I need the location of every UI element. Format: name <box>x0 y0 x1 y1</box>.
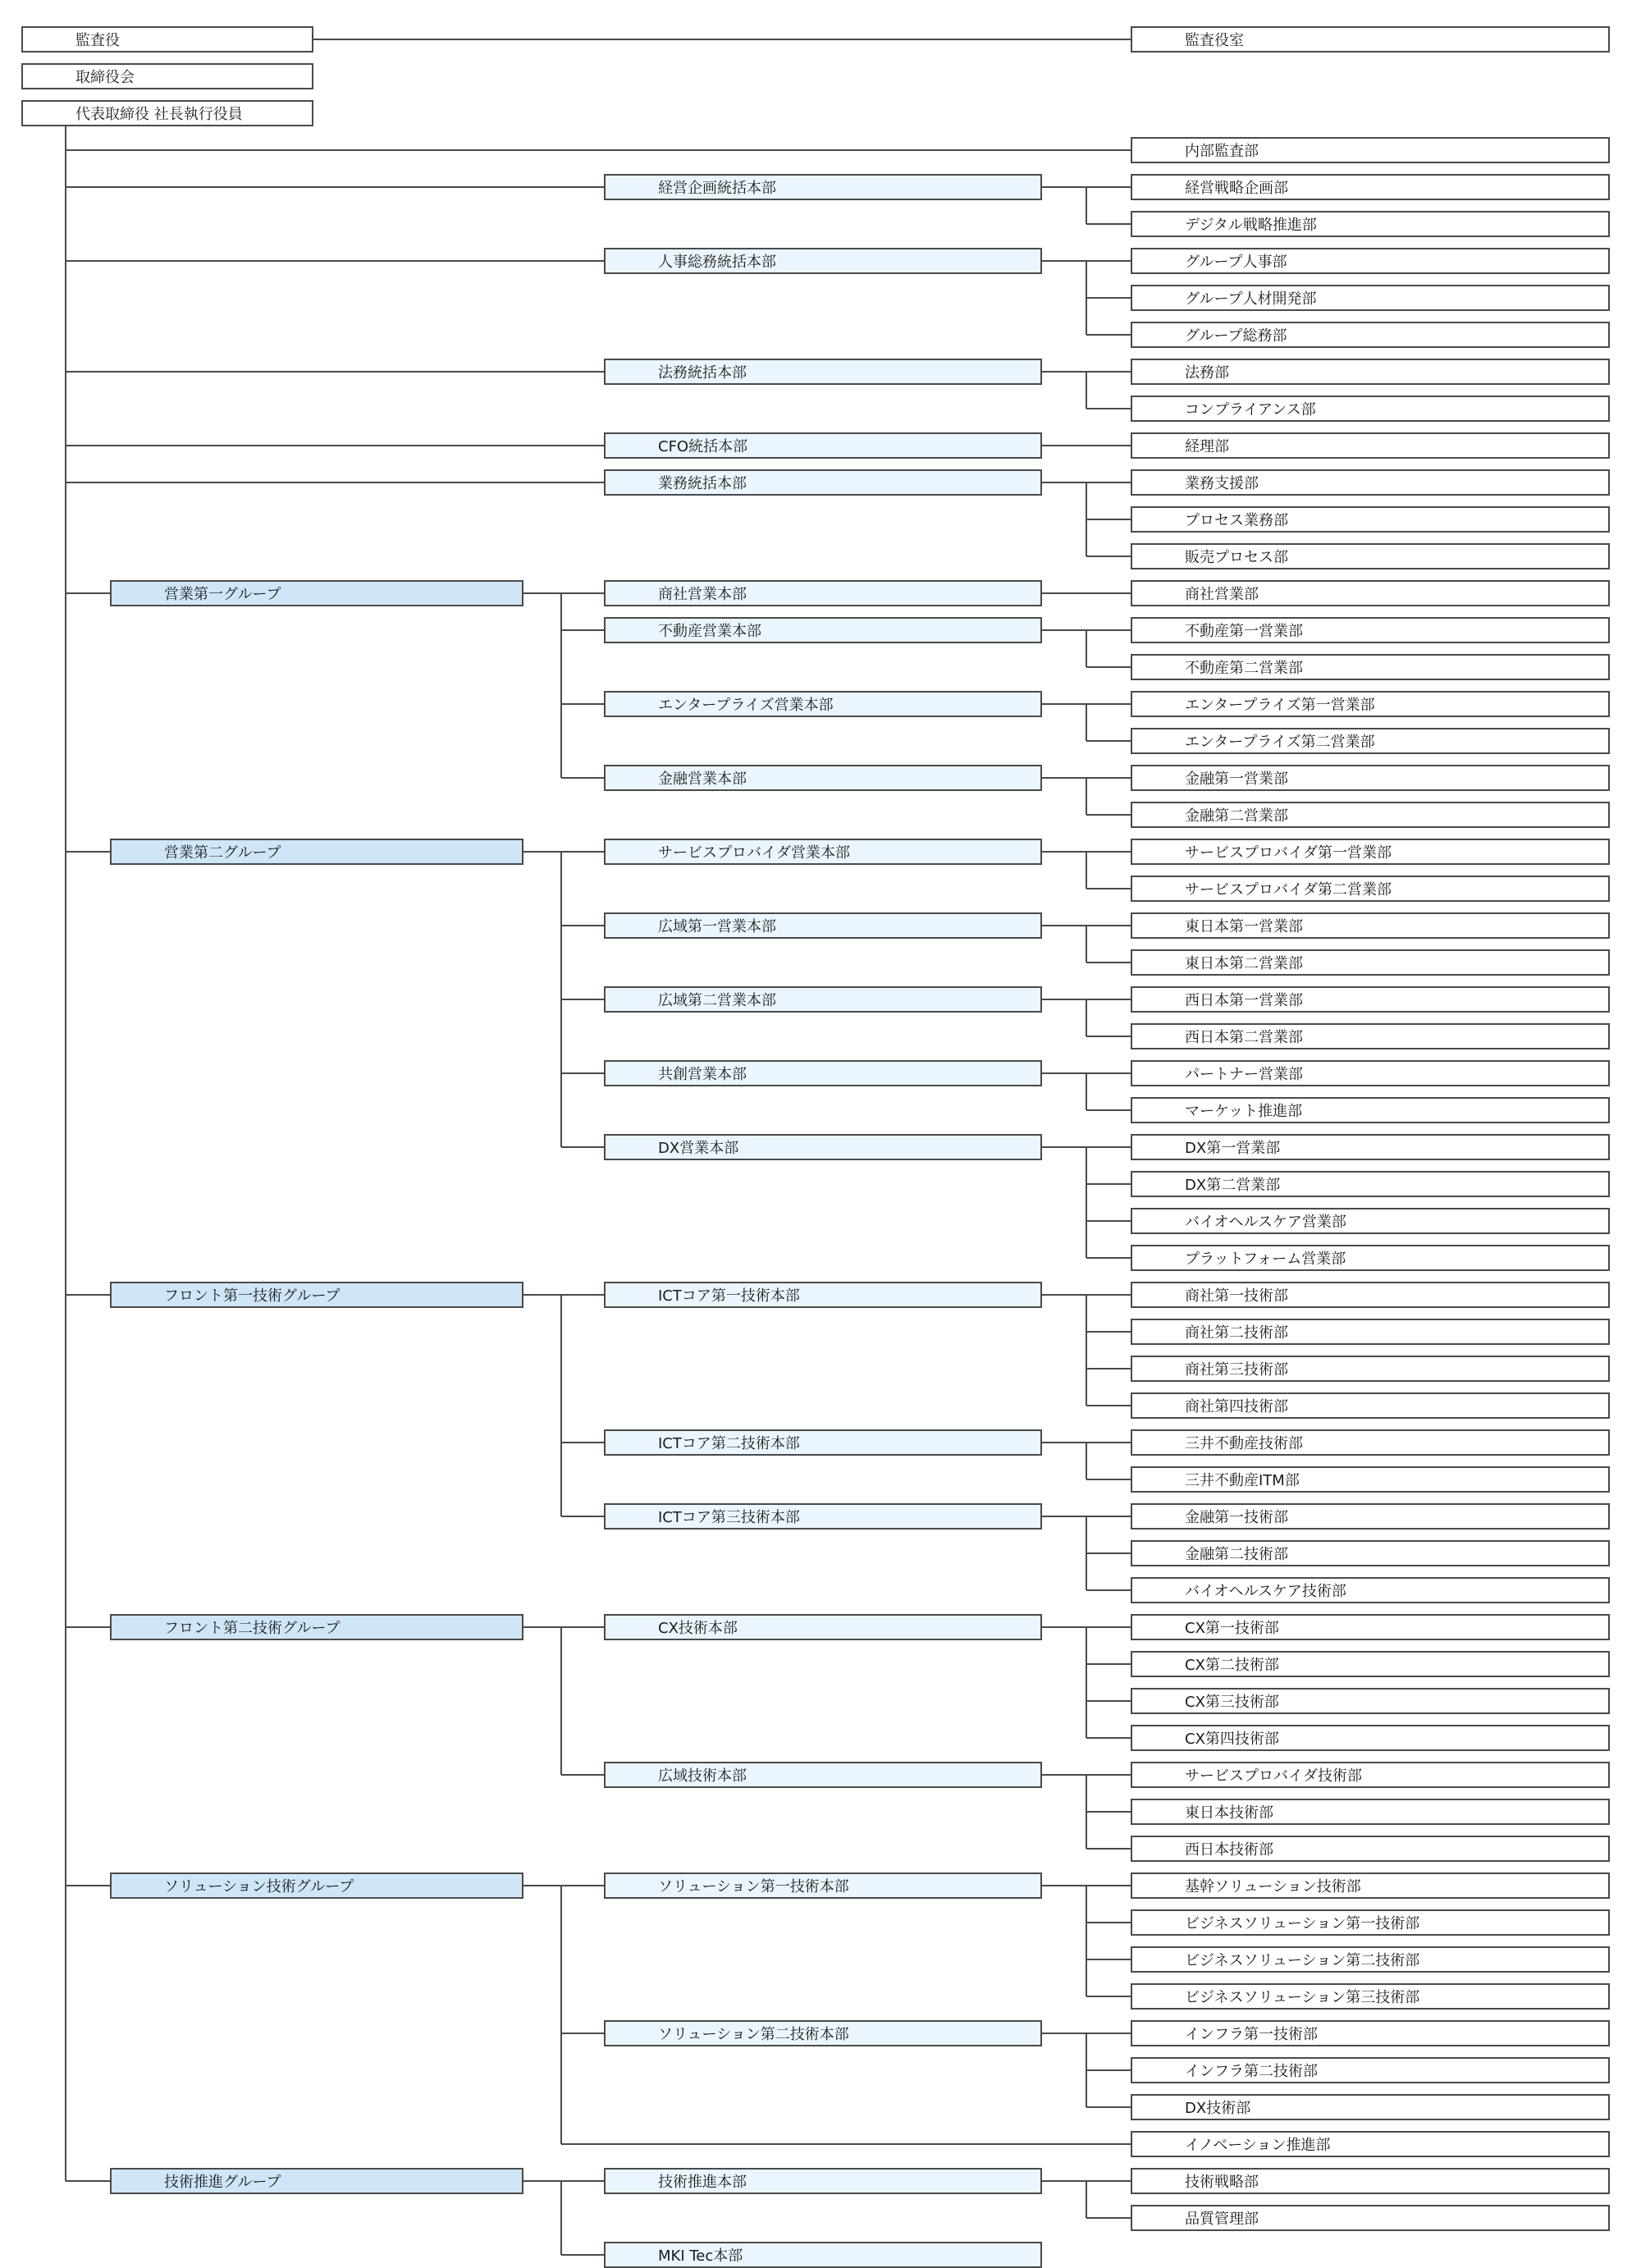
department-box: エンタープライズ第一営業部 <box>1131 691 1610 717</box>
department-box: 経理部 <box>1131 432 1610 459</box>
department-box: 商社第三技術部 <box>1131 1356 1610 1382</box>
department-box: 金融第一技術部 <box>1131 1503 1610 1530</box>
department-box: 西日本技術部 <box>1131 1836 1610 1862</box>
department-box: インフラ第一技術部 <box>1131 2020 1610 2046</box>
department-box: 金融第二営業部 <box>1131 802 1610 828</box>
department-box: 商社営業部 <box>1131 580 1610 606</box>
headquarters-box: 技術推進本部 <box>604 2168 1042 2194</box>
headquarters-box: 不動産営業本部 <box>604 617 1042 643</box>
department-box: 西日本第一営業部 <box>1131 986 1610 1013</box>
department-box: CX第二技術部 <box>1131 1651 1610 1677</box>
internal-audit-box: 内部監査部 <box>1131 137 1610 163</box>
headquarters-box: 経営企画統括本部 <box>604 174 1042 200</box>
headquarters-box: DX営業本部 <box>604 1134 1042 1160</box>
department-box: 西日本第二営業部 <box>1131 1023 1610 1049</box>
group-box: 営業第一グループ <box>110 580 523 606</box>
department-box: サービスプロバイダ技術部 <box>1131 1762 1610 1788</box>
department-box: 三井不動産技術部 <box>1131 1429 1610 1456</box>
department-box: CX第三技術部 <box>1131 1688 1610 1714</box>
department-box: 商社第二技術部 <box>1131 1319 1610 1345</box>
headquarters-box: 広域第一営業本部 <box>604 912 1042 939</box>
department-box: 金融第一営業部 <box>1131 765 1610 791</box>
department-box: 商社第一技術部 <box>1131 1282 1610 1308</box>
department-box: ビジネスソリューション第一技術部 <box>1131 1909 1610 1936</box>
department-box: プラットフォーム営業部 <box>1131 1245 1610 1271</box>
headquarters-box: 人事総務統括本部 <box>604 248 1042 274</box>
department-box: インフラ第二技術部 <box>1131 2057 1610 2083</box>
headquarters-box: CX技術本部 <box>604 1614 1042 1640</box>
department-box: 販売プロセス部 <box>1131 543 1610 569</box>
headquarters-box: 広域技術本部 <box>604 1762 1042 1788</box>
department-box: 金融第二技術部 <box>1131 1540 1610 1566</box>
auditor-box: 監査役 <box>21 26 313 53</box>
department-box: 東日本技術部 <box>1131 1799 1610 1825</box>
headquarters-box: ソリューション第一技術本部 <box>604 1872 1042 1899</box>
headquarters-box: ソリューション第二技術本部 <box>604 2020 1042 2046</box>
department-box: 不動産第一営業部 <box>1131 617 1610 643</box>
department-box: プロセス業務部 <box>1131 506 1610 533</box>
headquarters-box: MKI Tec本部 <box>604 2242 1042 2268</box>
department-box: エンタープライズ第二営業部 <box>1131 728 1610 754</box>
department-box: 経営戦略企画部 <box>1131 174 1610 200</box>
headquarters-box: CFO統括本部 <box>604 432 1042 459</box>
department-box: バイオヘルスケア技術部 <box>1131 1577 1610 1603</box>
auditor-office-box: 監査役室 <box>1131 26 1610 53</box>
department-box: DX技術部 <box>1131 2094 1610 2120</box>
group-box: フロント第二技術グループ <box>110 1614 523 1640</box>
department-box: 技術戦略部 <box>1131 2168 1610 2194</box>
department-box: CX第一技術部 <box>1131 1614 1610 1640</box>
department-box: デジタル戦略推進部 <box>1131 211 1610 237</box>
headquarters-box: 商社営業本部 <box>604 580 1042 606</box>
department-box: 業務支援部 <box>1131 469 1610 496</box>
department-box: CX第四技術部 <box>1131 1725 1610 1751</box>
group-box: フロント第一技術グループ <box>110 1282 523 1308</box>
headquarters-box: 共創営業本部 <box>604 1060 1042 1086</box>
department-box: コンプライアンス部 <box>1131 396 1610 422</box>
department-box: 基幹ソリューション技術部 <box>1131 1872 1610 1899</box>
group-box: ソリューション技術グループ <box>110 1872 523 1899</box>
department-box: 品質管理部 <box>1131 2205 1610 2231</box>
department-box: ビジネスソリューション第二技術部 <box>1131 1946 1610 1973</box>
department-box: ビジネスソリューション第三技術部 <box>1131 1983 1610 2010</box>
department-box: 法務部 <box>1131 359 1610 385</box>
group-box: 営業第二グループ <box>110 839 523 865</box>
department-box: バイオヘルスケア営業部 <box>1131 1208 1610 1234</box>
president-box: 代表取締役 社長執行役員 <box>21 100 313 126</box>
headquarters-box: ICTコア第一技術本部 <box>604 1282 1042 1308</box>
department-box: 三井不動産ITM部 <box>1131 1466 1610 1493</box>
department-box: グループ人事部 <box>1131 248 1610 274</box>
department-box: 商社第四技術部 <box>1131 1392 1610 1419</box>
department-box: パートナー営業部 <box>1131 1060 1610 1086</box>
department-box: 不動産第二営業部 <box>1131 654 1610 680</box>
department-box: DX第二営業部 <box>1131 1171 1610 1197</box>
department-box: サービスプロバイダ第二営業部 <box>1131 876 1610 902</box>
department-box: DX第一営業部 <box>1131 1134 1610 1160</box>
headquarters-box: 業務統括本部 <box>604 469 1042 496</box>
headquarters-box: エンタープライズ営業本部 <box>604 691 1042 717</box>
headquarters-box: 法務統括本部 <box>604 359 1042 385</box>
department-box: イノベーション推進部 <box>1131 2131 1610 2157</box>
headquarters-box: 広域第二営業本部 <box>604 986 1042 1013</box>
department-box: グループ人材開発部 <box>1131 285 1610 311</box>
headquarters-box: 金融営業本部 <box>604 765 1042 791</box>
department-box: サービスプロバイダ第一営業部 <box>1131 839 1610 865</box>
headquarters-box: ICTコア第二技術本部 <box>604 1429 1042 1456</box>
department-box: マーケット推進部 <box>1131 1097 1610 1123</box>
department-box: 東日本第二営業部 <box>1131 949 1610 976</box>
headquarters-box: サービスプロバイダ営業本部 <box>604 839 1042 865</box>
board-box: 取締役会 <box>21 63 313 89</box>
department-box: グループ総務部 <box>1131 322 1610 348</box>
group-box: 技術推進グループ <box>110 2168 523 2194</box>
headquarters-box: ICTコア第三技術本部 <box>604 1503 1042 1530</box>
department-box: 東日本第一営業部 <box>1131 912 1610 939</box>
